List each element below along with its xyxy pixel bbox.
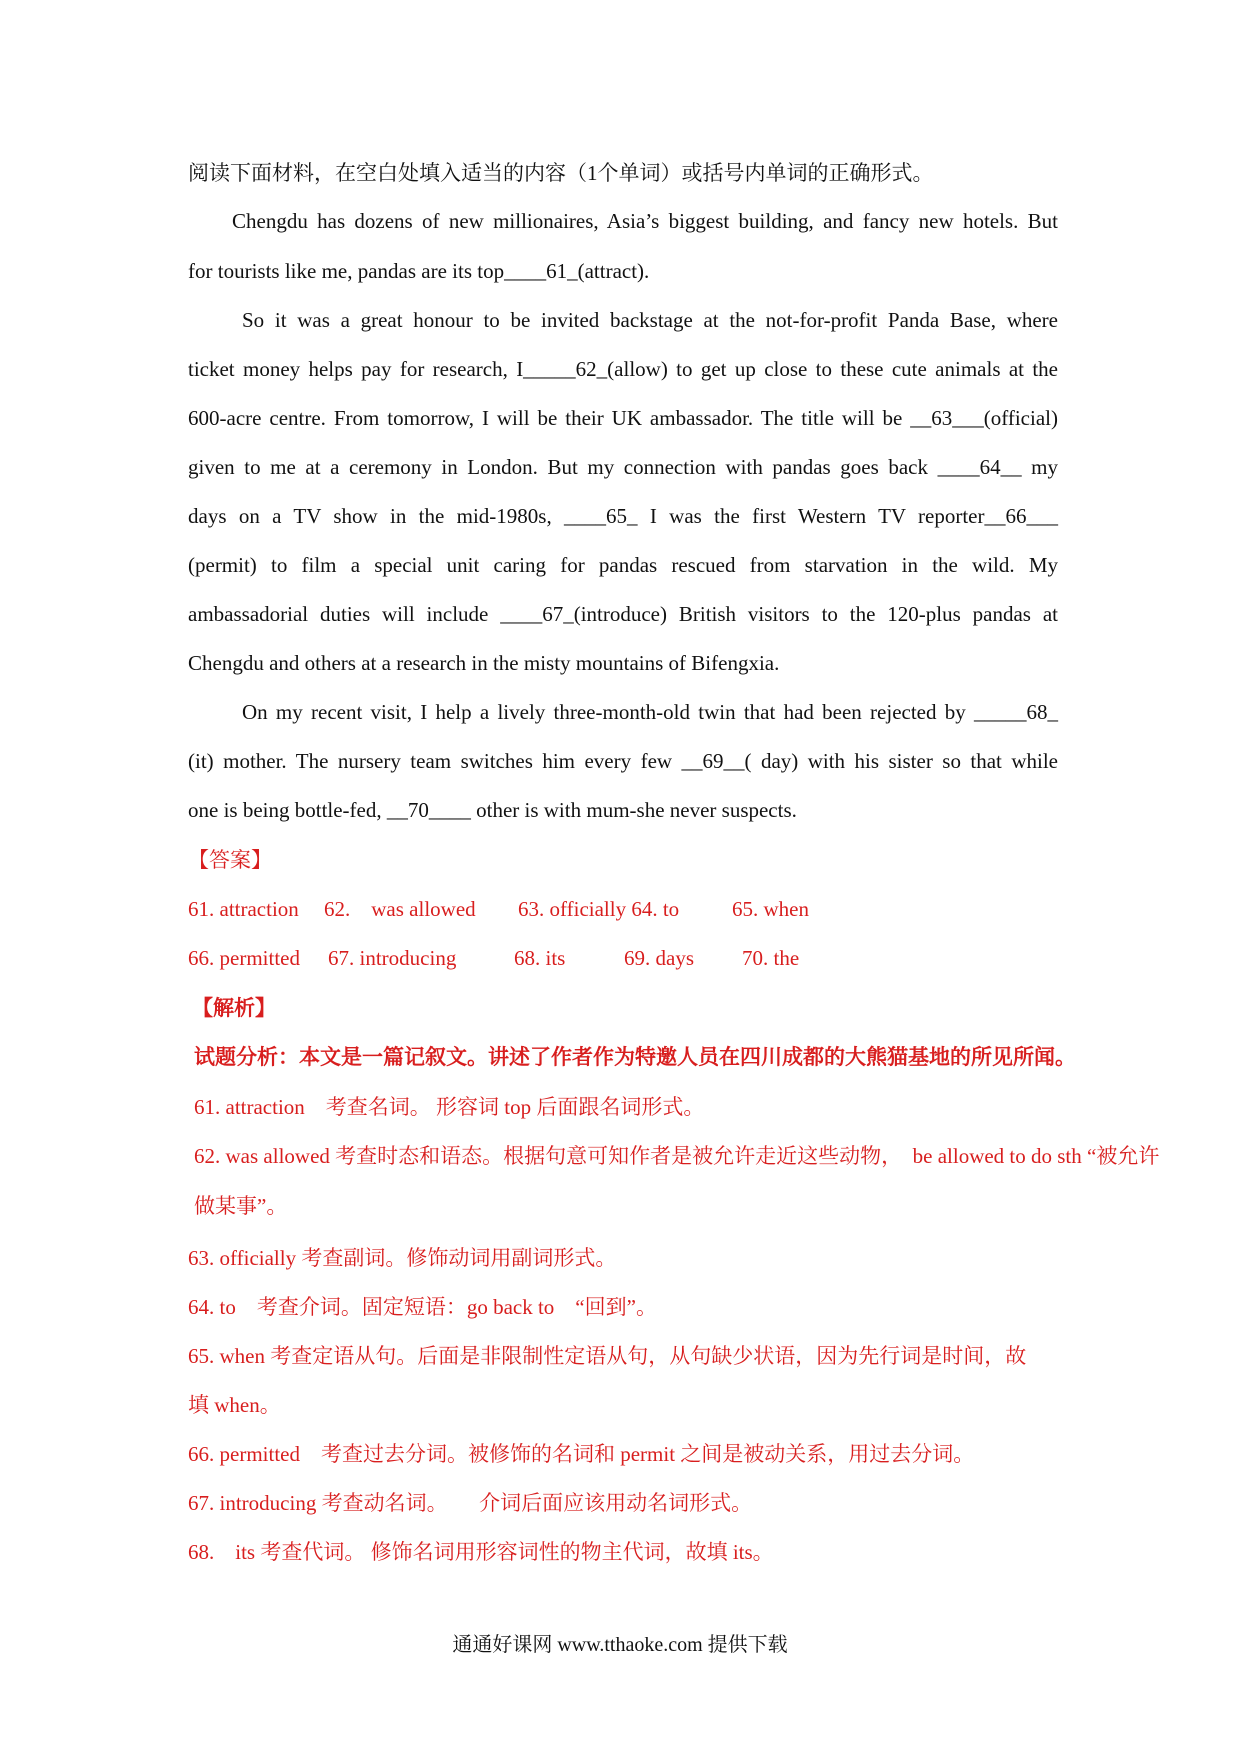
analysis-line: 做某事”。 xyxy=(194,1194,288,1218)
analysis-line: 填 when。 xyxy=(188,1393,281,1417)
analysis-line: 67. introducing 考查动名词。 介词后面应该用动名词形式。 xyxy=(188,1491,753,1515)
answer-item: 62. was allowed xyxy=(324,897,476,921)
page-footer: 通通好课网 www.tthaoke.com 提供下载 xyxy=(452,1634,788,1656)
passage-line: On my recent visit, I help a lively three-month-old twin that had been rejected by _____68_ xyxy=(242,700,1058,724)
analysis-line: 65. when 考查定语从句。后面是非限制性定语从句，从句缺少状语，因为先行词是时间，故 xyxy=(188,1344,1027,1368)
analysis-line: 63. officially 考查副词。修饰动词用副词形式。 xyxy=(188,1246,617,1270)
analysis-line: 68. its 考查代词。 修饰名词用形容词性的物主代词，故填 its。 xyxy=(188,1540,774,1564)
analysis-summary: 试题分析：本文是一篇记叙文。讲述了作者作为特邀人员在四川成都的大熊猫基地的所见所闻。 xyxy=(194,1045,1076,1069)
answer-item: 67. introducing xyxy=(328,946,457,970)
passage-line: ticket money helps pay for research, I_____62_(allow) to get up close to these cute animals at the xyxy=(188,357,1058,381)
answer-item: 70. the xyxy=(742,946,800,970)
passage-line: (it) mother. The nursery team switches him every few __69__( day) with his sister so that while xyxy=(188,749,1058,773)
passage-line: given to me at a ceremony in London. But my connection with pandas goes back ____64__ my xyxy=(188,455,1058,479)
passage-line: days on a TV show in the mid-1980s, ____65_ I was the first Western TV reporter__66___ xyxy=(188,504,1058,528)
answer-heading: 【答案】 xyxy=(188,848,272,872)
passage-line: So it was a great honour to be invited backstage at the not-for-profit Panda Base, where xyxy=(242,308,1058,332)
analysis-line: 61. attraction 考查名词。 形容词 top 后面跟名词形式。 xyxy=(194,1095,705,1119)
passage-line: one is being bottle-fed, __70____ other is with mum-she never suspects. xyxy=(188,798,797,822)
analysis-line: 64. to 考查介词。固定短语：go back to “回到”。 xyxy=(188,1295,657,1319)
instruction-text: 阅读下面材料，在空白处填入适当的内容（1个单词）或括号内单词的正确形式。 xyxy=(188,161,934,185)
passage-line: ambassadorial duties will include ____67_(introduce) British visitors to the 120-plus pandas at xyxy=(188,602,1058,626)
analysis-line: 62. was allowed 考查时态和语态。根据句意可知作者是被允许走近这些动物， be allowed to do sth “被允许 xyxy=(194,1144,1160,1168)
analysis-line: 66. permitted 考查过去分词。被修饰的名词和 permit 之间是被动关系，用过去分词。 xyxy=(188,1442,975,1466)
passage-line: for tourists like me, pandas are its top____61_(attract). xyxy=(188,259,650,283)
analysis-heading: 【解析】 xyxy=(192,996,276,1020)
answer-item: 63. officially 64. to xyxy=(518,897,680,921)
answer-item: 66. permitted xyxy=(188,946,300,970)
passage-line: 600-acre centre. From tomorrow, I will be their UK ambassador. The title will be __63___(official) xyxy=(188,406,1058,430)
answer-item: 69. days xyxy=(624,946,694,970)
answer-item: 61. attraction xyxy=(188,897,299,921)
answer-item: 68. its xyxy=(514,946,566,970)
passage-line: Chengdu and others at a research in the misty mountains of Bifengxia. xyxy=(188,651,780,675)
passage-line: Chengdu has dozens of new millionaires, Asia’s biggest building, and fancy new hotels. But xyxy=(232,209,1058,233)
passage-line: (permit) to film a special unit caring for pandas rescued from starvation in the wild. My xyxy=(188,553,1058,577)
answer-item: 65. when xyxy=(732,897,809,921)
